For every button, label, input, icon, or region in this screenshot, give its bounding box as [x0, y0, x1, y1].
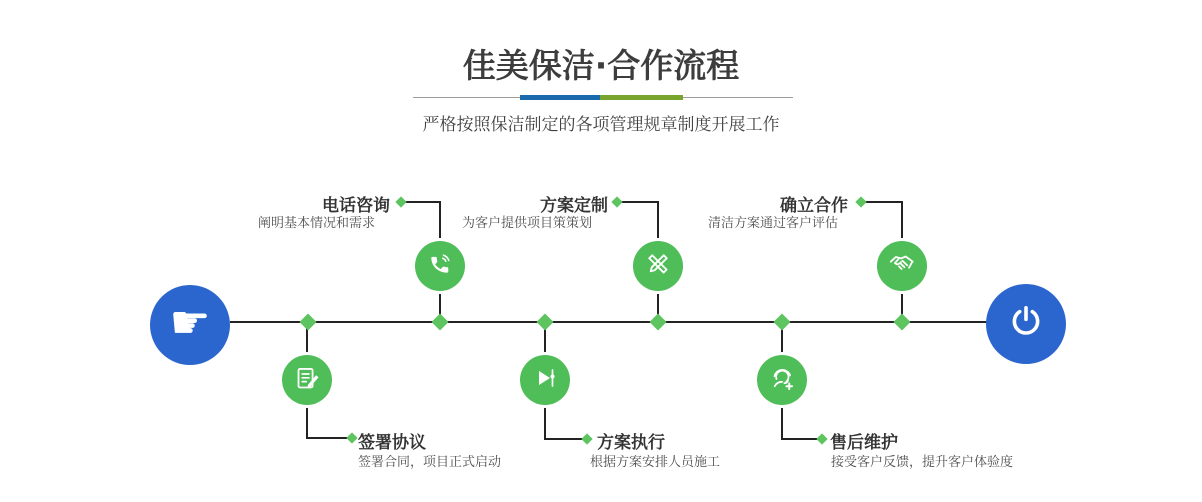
flow-end-circle: [986, 284, 1066, 364]
label-diamond: [816, 433, 827, 444]
step-title-contract: 签署协议: [358, 433, 426, 453]
timeline-node-diamond: [300, 314, 317, 331]
timeline-node-diamond: [774, 314, 791, 331]
label-diamond: [581, 433, 592, 444]
label-diamond: [395, 196, 406, 207]
label-diamond: [611, 196, 622, 207]
step-circle-handshake: [877, 241, 927, 291]
power-icon: [1007, 303, 1045, 345]
step-circle-phone: [415, 241, 465, 291]
step-desc-phone: 阐明基本情况和需求: [258, 216, 376, 231]
title-divider: [413, 97, 793, 98]
step-desc-contract: 签署合同，项目正式启动: [358, 455, 502, 470]
label-diamond: [346, 432, 357, 443]
phone-icon: [427, 251, 453, 281]
divider-blue-segment: [520, 95, 600, 100]
step-title-phone: 电话咨询: [322, 196, 390, 216]
step-title-execute: 方案执行: [597, 433, 665, 453]
timeline-node-diamond: [650, 314, 667, 331]
step-circle-execute: [520, 355, 570, 405]
execute-play-icon: [531, 364, 559, 396]
timeline-main-line: [230, 321, 988, 323]
connector-line: [544, 438, 585, 440]
step-title-service: 售后维护: [830, 433, 898, 453]
plan-design-icon: [644, 250, 672, 282]
flow-start-circle: [150, 285, 230, 365]
step-circle-contract: [282, 355, 332, 405]
step-desc-execute: 根据方案安排人员施工: [590, 455, 721, 470]
connector-line: [619, 201, 659, 203]
after-sales-service-icon: [768, 364, 797, 397]
step-circle-service: [757, 355, 807, 405]
label-diamond: [855, 196, 866, 207]
step-desc-service: 接受客户反馈，提升客户体验度: [831, 455, 1014, 470]
timeline-node-diamond: [537, 314, 554, 331]
step-desc-plan-design: 为客户提供项目策策划: [462, 216, 593, 231]
connector-line: [403, 201, 441, 203]
contract-sign-icon: [294, 365, 321, 396]
step-circle-plan-design: [633, 241, 683, 291]
timeline-node-diamond: [432, 314, 449, 331]
connector-line: [863, 201, 903, 203]
connector-line: [781, 438, 820, 440]
handshake-icon: [887, 249, 917, 283]
step-title-plan-design: 方案定制: [540, 196, 608, 216]
timeline-node-diamond: [894, 314, 911, 331]
connector-line: [306, 437, 350, 439]
divider-green-segment: [600, 95, 683, 100]
page-title: 佳美保洁·合作流程: [462, 46, 740, 85]
step-desc-handshake: 清洁方案通过客户评估: [708, 216, 839, 231]
step-title-handshake: 确立合作: [780, 196, 848, 216]
hand-pointing-right-icon: ☛: [169, 295, 211, 349]
page-subtitle: 严格按照保洁制定的各项管理规章制度开展工作: [422, 115, 780, 135]
